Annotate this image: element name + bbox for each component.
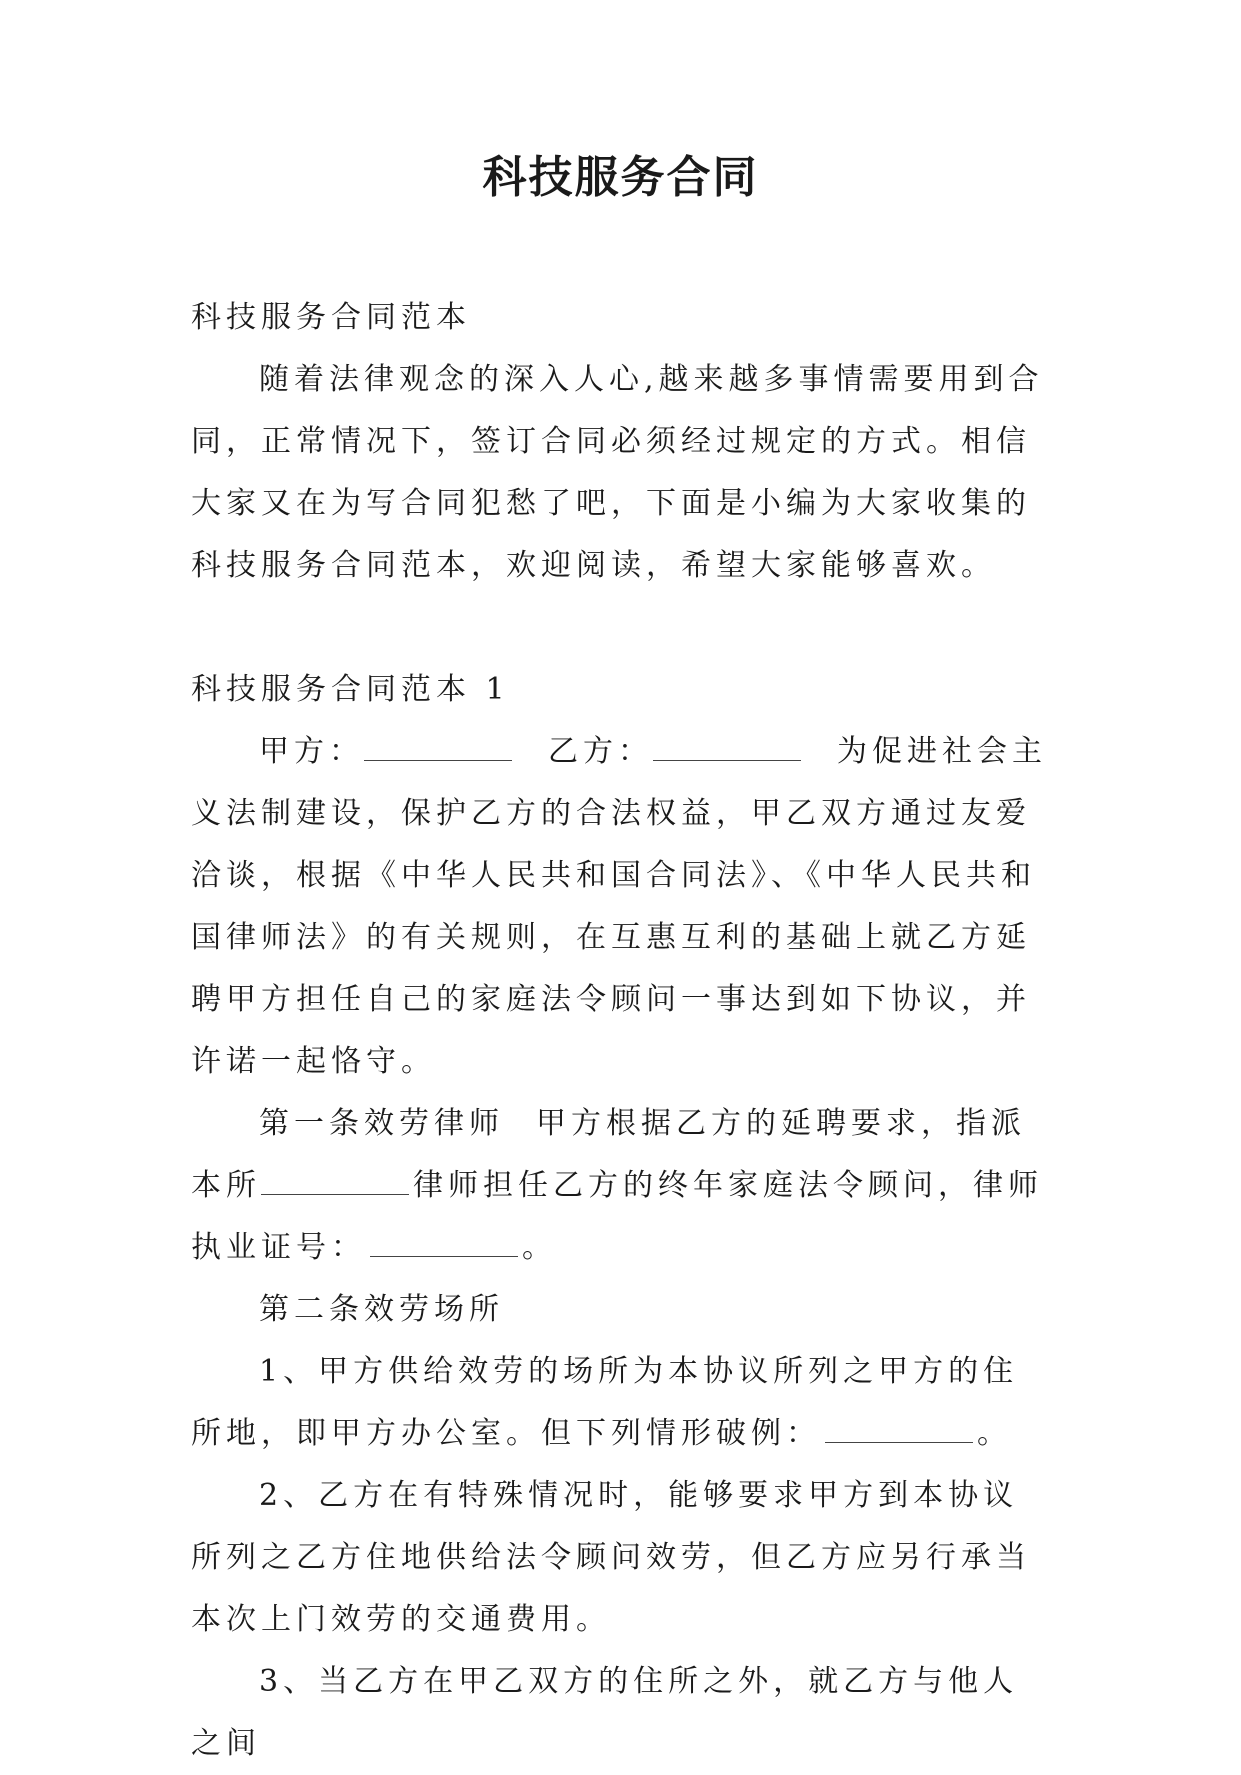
parties-paragraph (191, 721, 1051, 1093)
article1-text-before: 甲方根据乙方的延聘要求，指派本所 (191, 1106, 1026, 1203)
parties-text: 为促进社会主义法制建设，保护乙方的合法权益，甲乙双方通过友爱洽谈，根据《中华人民共和国合同法》、《中华人民共和国律师法》的有关规则，在互惠互利的基础上就乙方延聘甲方担任自己的家庭法令顾问一事达到如下协议，并许诺一起恪守。 (191, 734, 1047, 1079)
article2-item3: 3、当乙方在甲乙双方的住所之外，就乙方与他人之间 (191, 1664, 1019, 1761)
intro-paragraph: 随着法律观念的深入人心,越来越多事情需要用到合同，正常情况下，签订合同必须经过规定的方式。相信大家又在为写合同犯愁了吧，下面是小编为大家收集的科技服务合同范本，欢迎阅读，希望大家能够喜欢。 (191, 362, 1044, 583)
section-gap (191, 597, 1051, 659)
document-body (191, 287, 1051, 1775)
party-b-label: 乙方： (548, 734, 653, 769)
license-number-blank (370, 1230, 518, 1257)
article1-text-end: 。 (522, 1230, 557, 1265)
party-b-blank (653, 734, 801, 761)
party-a-label: 甲方： (259, 734, 364, 769)
article2-heading: 第二条效劳场所 (259, 1292, 504, 1327)
section1-heading: 科技服务合同范本 1 (191, 672, 510, 707)
article2-item1-text: 1、甲方供给效劳的场所为本协议所列之甲方的住所地，即甲方办公室。但下列情形破例： (191, 1354, 1019, 1451)
article1-text-middle: 律师担任乙方的终年家庭法令顾问，律师执业证号： (191, 1168, 1043, 1265)
lawyer-name-blank (261, 1168, 409, 1195)
article2-item1 (191, 1341, 1051, 1465)
party-a-blank (364, 734, 512, 761)
article1-paragraph (191, 1093, 1051, 1279)
article1-heading: 第一条效劳律师 (259, 1106, 504, 1141)
article2-item2: 2、乙方在有特殊情况时，能够要求甲方到本协议所列之乙方住地供给法令顾问效劳，但乙方应另行承当本次上门效劳的交通费用。 (191, 1478, 1031, 1637)
document-title: 科技服务合同 (482, 152, 759, 203)
article2-item1-end: 。 (977, 1416, 1012, 1451)
exception-blank (825, 1416, 973, 1443)
intro-heading: 科技服务合同范本 (191, 300, 471, 335)
